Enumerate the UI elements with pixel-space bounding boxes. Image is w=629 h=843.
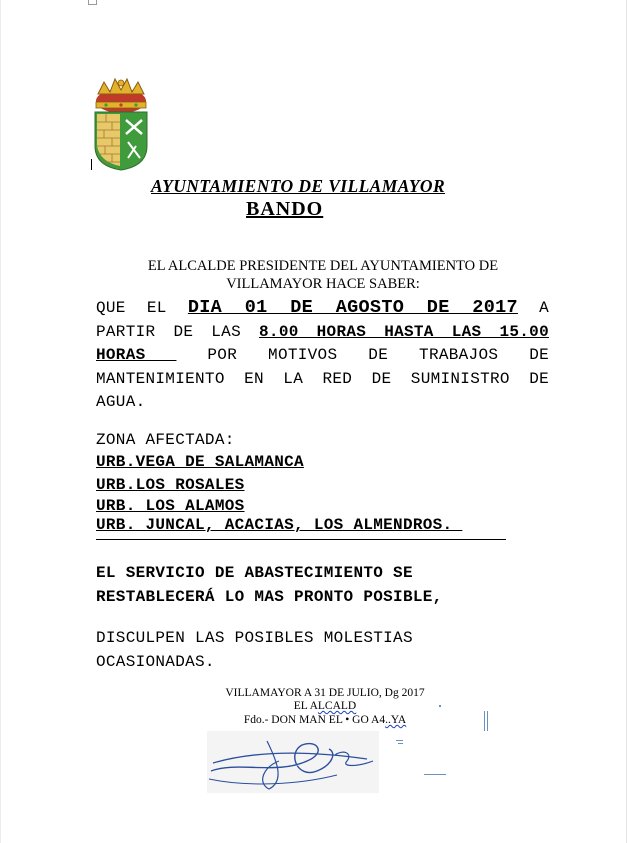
municipality-heading: AYUNTAMIENTO DE VILLAMAYOR: [151, 176, 446, 196]
apology-text: DISCULPEN LAS POSIBLES MOLESTIAS OCASIONADAS.: [96, 629, 413, 671]
affected-street: URB.LOS ROSALES: [96, 476, 245, 494]
notice-date: DIA 01 DE AGOSTO DE 2017: [187, 297, 518, 318]
text-boundary-corner-mark: [88, 0, 97, 5]
notice-hours: 8.00 HORAS HASTA LAS 15.00: [259, 322, 549, 341]
document-title: BANDO: [246, 198, 324, 220]
page-edge-right: [626, 0, 627, 843]
ink-line: [424, 774, 446, 775]
ink-mark: [396, 740, 403, 741]
notice-line: MANTENIMIENTO EN LA RED DE SUMINISTRO DE: [96, 369, 549, 388]
coat-of-arms-logo: [92, 76, 150, 172]
signoff-signatory: Fdo.- DON MAN EL • GO A4..YA: [243, 714, 407, 726]
intro-line: VILLAMAYOR HACE SABER:: [226, 276, 420, 292]
affected-street: URB. JUNCAL, ACACIAS, LOS ALMENDROS.: [96, 516, 463, 534]
signoff-place-date: VILLAMAYOR A 31 DE JULIO, Dg 2017: [225, 687, 425, 699]
notice-line: AGUA.: [96, 393, 146, 411]
ink-dot: [439, 705, 441, 707]
affected-zone-label: ZONA AFECTADA:: [96, 431, 235, 449]
affected-street: URB. LOS ALAMOS: [96, 497, 245, 515]
affected-street: URB.VEGA DE SALAMANCA: [96, 453, 304, 471]
notice-line: PARTIR DE LAS 8.00 HORAS HASTA LAS 15.00: [96, 322, 549, 341]
margin-bar: [484, 711, 485, 731]
street-list-rule: [96, 539, 506, 540]
page-edge-left: [0, 0, 1, 843]
notice-line: QUE EL DIA 01 DE AGOSTO DE 2017 A: [96, 297, 549, 318]
intro-line: EL ALCALDE PRESIDENTE DEL AYUNTAMIENTO DE: [147, 258, 499, 274]
ink-mark: [398, 743, 403, 744]
intro-text: [100, 257, 546, 293]
margin-bar: [487, 711, 488, 731]
notice-line: HORAS POR MOTIVOS DE TRABAJOS DE: [96, 346, 549, 364]
signoff-role: EL ALCALD: [293, 700, 357, 712]
notice-paragraph: [96, 296, 549, 415]
service-restoration-text: EL SERVICIO DE ABASTECIMIENTO SE RESTABLECERÁ LO MAS PRONTO POSIBLE,: [96, 564, 443, 606]
handwritten-signature: [207, 731, 379, 793]
notice-hours-end: HORAS: [96, 346, 177, 364]
text-cursor: [91, 159, 92, 170]
